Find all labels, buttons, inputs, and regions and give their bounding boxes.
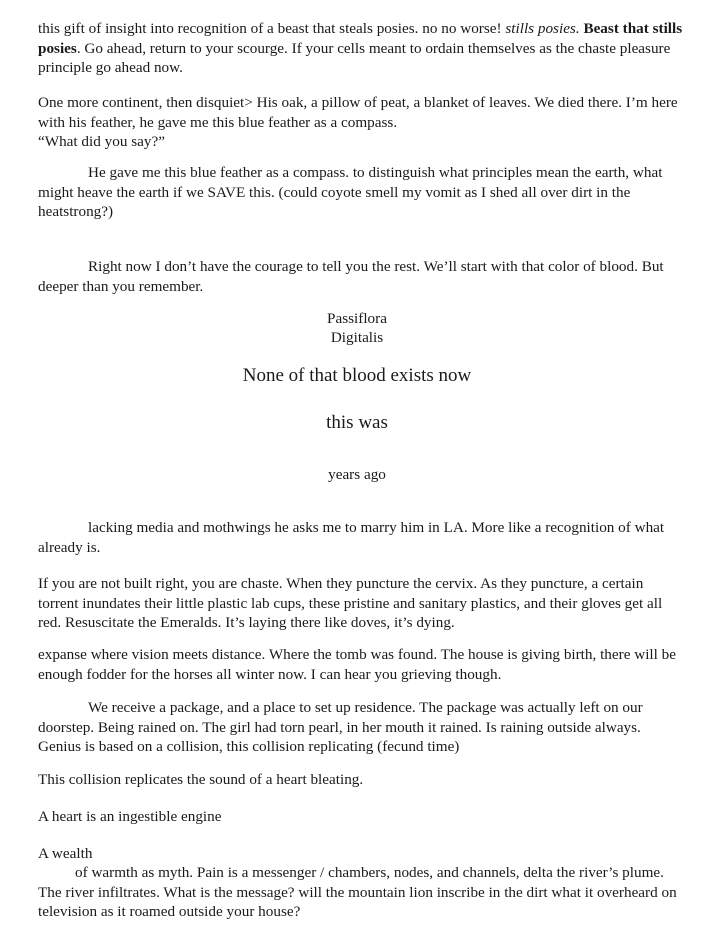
paragraph-chaste: If you are not built right, you are chaste. When they puncture the cervix. As they puncture, a certain torrent inundates their little plastic lab cups, these pristine and sanitary plastics, and their gloves get all red. Resuscitate the Emeralds. It’s laying there like doves, it’s dying. <box>38 575 663 631</box>
paragraph-courage: Right now I don’t have the courage to tell you the rest. We’ll start with that color of blood. But deeper than you remember. <box>38 258 664 295</box>
paragraph-wealth-start: A wealth <box>38 845 93 862</box>
paragraph-beast <box>38 19 683 78</box>
italic-text: stills posies. <box>505 20 580 37</box>
paragraph-heart: A heart is an ingestible engine <box>38 808 222 825</box>
text-span: One more continent, then disquiet> His oak, a pillow of peat, a blanket of leaves. We died there. I’m here with his feather, he gave me this blue feather as a compass. <box>38 94 678 131</box>
text-span: . Go ahead, return to your scourge. If your cells meant to ordain themselves as the chaste pleasure principle go ahead now. <box>38 39 671 76</box>
paragraph-package: We receive a package, and a place to set up residence. The package was actually left on our doorstep. Being rained on. The girl had torn pearl, in her mouth it rained. Is raining outside always. Genius is based on a collision, this collision replicating (fecund time) <box>38 699 643 755</box>
paragraph-wealth-rest: of warmth as myth. Pain is a messenger / chambers, nodes, and channels, delta the river’s plume. The river infiltrates. What is the message? will the mountain lion inscribe in the dirt what it overheard on television as it roamed outside your house? <box>38 864 677 920</box>
paragraph-expanse: expanse where vision meets distance. Where the tomb was found. The house is giving birth, there will be enough fodder for the horses all winter now. I can hear you grieving though. <box>38 646 677 683</box>
center-line-passiflora: Passiflora <box>327 310 387 327</box>
quote-text: “What did you say?” <box>38 133 165 150</box>
text-span: this gift of insight into recognition of a beast that steals posies. no no worse! <box>38 20 506 37</box>
center-line-digitalis: Digitalis <box>330 329 384 346</box>
paragraph-feather: He gave me this blue feather as a compass. to distinguish what principles mean the earth, what might heave the earth if we SAVE this. (could coyote smell my vomit as I shed all over dirt in the heatstrong?) <box>38 164 663 220</box>
center-line-years-ago: years ago <box>328 466 386 483</box>
paragraph-collision: This collision replicates the sound of a heart bleating. <box>38 771 364 788</box>
paragraph-continent <box>38 93 683 152</box>
paragraph-mothwings: lacking media and mothwings he asks me to marry him in LA. More like a recognition of what already is. <box>38 519 665 556</box>
bold-text: Beast that stills posies <box>38 20 683 57</box>
center-line-blood: None of that blood exists now <box>242 365 472 386</box>
center-line-this-was: this was <box>326 412 388 433</box>
